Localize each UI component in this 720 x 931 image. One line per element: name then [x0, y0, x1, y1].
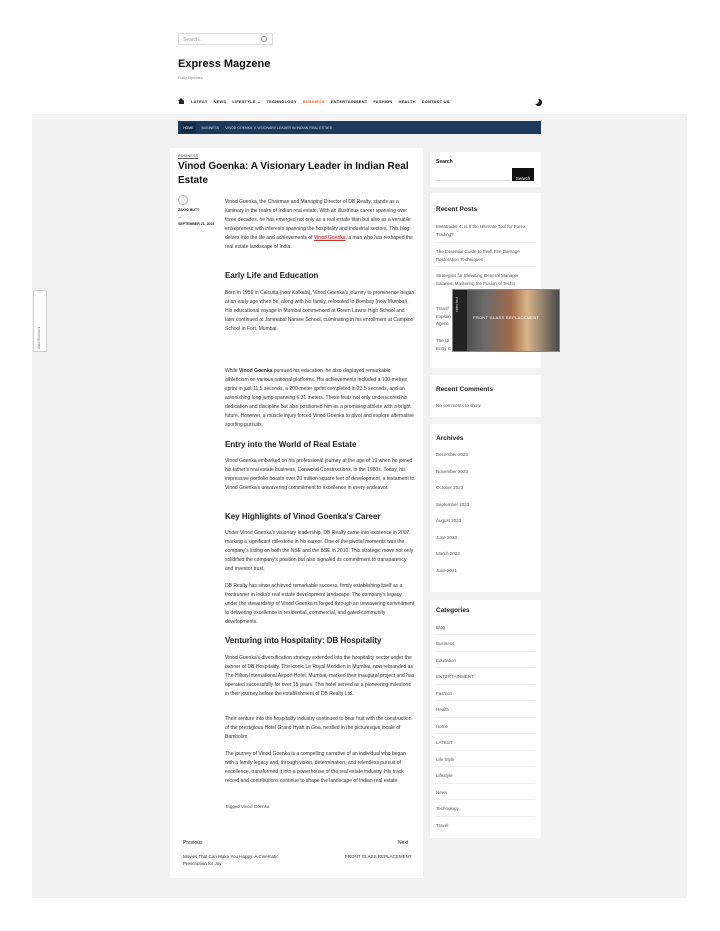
search-placeholder: Search...	[183, 37, 204, 43]
nav-item-lifestyle[interactable]	[232, 99, 260, 104]
category-link[interactable]: LATEST	[436, 740, 453, 745]
post-category-link[interactable]: BUSINESS	[178, 153, 199, 158]
intro-text-before: Vinod Goenka, the Chairman and Managing Director of DB Realty, stands as a luminary in the realm of Indian real estate. With an illustrious career spanning over three decades, he has emerged not only as a real estate titan but also as a versatile entrepreneur with interests spanning the hospitality and industrial sectors. This blog delves into the life and achievements of	[225, 199, 411, 241]
video-thumbnail[interactable]	[452, 289, 560, 352]
breadcrumb-home[interactable]: HOME	[181, 123, 196, 133]
category-link[interactable]: Travel	[436, 823, 449, 828]
paragraph-career-1: Under Vinod Goenka's visionary leadership, DB Realty came into existence in 2007, marking a significant milestone in his career. One of the pivotal moments was the company's listing on both the NSE and the BSE in 2010. This strategic move not only solidified the company's position but also signaled its commitment to transparency and investor trust.	[225, 530, 414, 572]
category-link[interactable]: Health	[436, 707, 450, 712]
divider	[435, 750, 535, 751]
site-tagline: Daily Updates	[178, 75, 203, 80]
divider	[435, 242, 535, 243]
divider	[435, 799, 535, 800]
archive-link[interactable]: June 2021	[436, 568, 458, 573]
previous-post-link[interactable]: Movies That Can Make You Happy: A Cinematic Prescription for Joy	[183, 854, 279, 866]
chevron-down-icon: ⌄	[256, 99, 261, 104]
archives-heading: Archives	[436, 435, 464, 442]
categories-heading: Categories	[436, 607, 470, 614]
nav-item-news[interactable]: NEWS	[213, 99, 227, 104]
divider	[435, 717, 535, 718]
recent-comments-heading: Recent Comments	[436, 386, 494, 393]
paragraph-hospitality-1: Vinod Goenka's diversification strategy extended into the hospitality sector under the banner of DB Hospitality. The iconic Le Royal Meridien in Mumbai, now rebranded as The Hilton International Airport Hotel, Mumbai, marked their inaugural project and has operated successfully for over 15 years. This hotel served as a pioneering milestone in their journey before the establishment of DB Realty Ltd.	[225, 655, 415, 697]
archive-link[interactable]: September 2023	[436, 502, 470, 507]
divider	[435, 816, 535, 817]
divider	[435, 667, 535, 668]
category-link[interactable]: Technology	[436, 806, 459, 811]
sidebar-search-input[interactable]	[435, 170, 510, 181]
intro-paragraph	[225, 198, 415, 252]
divider	[435, 766, 535, 767]
video-side-text: video text	[455, 297, 459, 312]
archive-link[interactable]: August 2023	[436, 518, 462, 523]
next-post-link[interactable]: FRONT GLASS REPLACEMENT	[345, 854, 412, 859]
nav-item-technology[interactable]: TECHNOLOGY	[266, 99, 297, 104]
home-icon[interactable]	[178, 98, 185, 105]
nav-item-fashion[interactable]: FASHION	[373, 99, 393, 104]
breadcrumb	[178, 121, 541, 134]
heading-early-life: Early Life and Education	[225, 271, 319, 280]
search-widget-heading: Search	[436, 159, 453, 165]
archive-link[interactable]: December 2023	[436, 452, 469, 457]
heading-entry: Entry into the World of Real Estate	[225, 440, 357, 449]
divider	[435, 651, 535, 652]
paragraph-hospitality-3: The journey of Vinod Goenka is a compelling narrative of an individual who began with a family legacy and, through vision, determination, and relentless pursuit of excellence, transformed it into a powerhouse of the real estate industry. His track record and contributions continue to shape the landscape of Indian real estate.	[225, 751, 406, 784]
post-author[interactable]: ZAKIO BUTT	[178, 208, 200, 212]
heading-hospitality: Venturing into Hospitality: DB Hospitality	[225, 636, 382, 645]
archive-link[interactable]: November 2023	[436, 469, 469, 474]
recent-post-link[interactable]: Strategies for Elevating General Manager Salaries: Mastering the Fusion of Techn	[436, 273, 519, 286]
paragraph-early-life: Born in 1959 in Calcutta (now Kolkata), Vinod Goenka's journey to prominence began at an early age when he, along with his family, relocated to Bombay (now Mumbai). His educational voyage in Mumbai commenced at Green Lawns High School and later continued at Jamnabai Narsee School, culminating in his enrollment at Campion School in Fort, Mumbai.	[225, 290, 415, 332]
category-link[interactable]: Home	[436, 724, 449, 729]
divider	[435, 684, 535, 685]
category-link[interactable]: Blog	[436, 625, 446, 630]
recent-posts-heading: Recent Posts	[436, 206, 478, 213]
category-link[interactable]: News	[436, 790, 448, 795]
archive-link[interactable]: October 2023	[436, 485, 464, 490]
paragraph-entry: Vinod Goenka embarked on his professional journey at the age of 19 when he joined his father's real estate business, Conwood Constructions, in the 1980s. Today, his impressive portfolio boasts over 20 million square feet of development, a testament to Vinod Goenka's unwavering commitment to excellence in every endeavor.	[225, 458, 415, 491]
next-label: Next	[398, 840, 409, 846]
post-date: SEPTEMBER 21, 2023	[178, 222, 215, 226]
nav-item-health[interactable]: HEALTH	[398, 99, 416, 104]
search-button[interactable]: Search	[512, 168, 534, 181]
search-icon[interactable]	[261, 36, 267, 42]
nav-item-entertainment[interactable]: ENTERTAINMENT	[330, 99, 368, 104]
previous-label: Previous	[183, 840, 203, 846]
breadcrumb-category[interactable]: BUSINESS	[201, 125, 220, 130]
video-label: FRONT GLASS REPLACEMENT	[473, 315, 540, 320]
ad-label: Advertisement	[37, 326, 41, 349]
avatar	[178, 195, 188, 205]
nav-item-latest[interactable]: LATEST	[191, 99, 208, 104]
category-link[interactable]: Life Style	[436, 757, 455, 762]
heading-career: Key Highlights of Vinod Goenka's Career	[225, 512, 381, 521]
recent-post-link[interactable]: The Ul Entry C	[436, 338, 452, 351]
post-title: Vinod Goenka: A Visionary Leader in Indian Real Estate	[178, 161, 409, 186]
recent-post-link[interactable]: Transf Explain Agenc	[436, 306, 451, 326]
site-title[interactable]: Express Magzene	[178, 58, 271, 70]
divider	[435, 266, 535, 267]
recent-post-link[interactable]: The Essential Guide to Swift Fire Damage Restoration Techniques	[436, 249, 520, 262]
vinod-goenka-link[interactable]: Vinod Goenka	[313, 235, 346, 241]
nav-item-lifestyle-label: LIFESTYLE	[232, 99, 256, 104]
paragraph-athlete	[225, 367, 415, 430]
top-bar	[32, 30, 687, 48]
category-link[interactable]: Lifestyle	[436, 773, 453, 778]
nav-item-contact[interactable]: CONTACT US	[421, 99, 450, 104]
recent-post-link[interactable]: Metatrader 4: Is It the Ultimate Tool for Forex Trading?	[436, 224, 526, 237]
post-tags[interactable]: Tagged Vinod Goenka	[225, 804, 270, 809]
divider	[435, 783, 535, 784]
meta-dash: —	[178, 214, 182, 219]
divider	[435, 733, 535, 734]
recent-comments-widget	[430, 375, 541, 417]
divider	[435, 634, 535, 635]
nav-item-business[interactable]: BUSINESS	[302, 99, 325, 104]
category-link[interactable]: Business	[436, 641, 455, 646]
intro-text-after: , a man who has reshaped the real estate landscape of India.	[225, 235, 413, 250]
paragraph-career-2: DB Realty has since achieved remarkable success, firmly establishing itself as a frontrunner in India's real estate development landscape. The company's legacy under the stewardship of Vinod Goenka is forged through an unwavering commitment to delivering excellence in residential, commercial, and gated community developments.	[225, 583, 415, 625]
archive-link[interactable]: June 2023	[436, 535, 458, 540]
athlete-text-before: While	[225, 368, 239, 374]
category-link[interactable]: ENTERTAINMENT	[436, 674, 474, 679]
no-comments-text: No comments to show.	[436, 403, 482, 408]
athlete-bold-name: Vinod Goenka	[238, 368, 273, 374]
category-link[interactable]: Education	[436, 658, 457, 663]
search-input[interactable]	[178, 33, 273, 45]
category-link[interactable]: Fashion	[436, 691, 453, 696]
archive-link[interactable]: March 2023	[436, 551, 460, 556]
breadcrumb-current: VINOD GOENKA: A VISIONARY LEADER IN INDIAN REAL ESTATE	[225, 125, 333, 130]
divider	[435, 700, 535, 701]
paragraph-hospitality-2: Their venture into the hospitality industry continued to bear fruit with the construction of the prestigious Hotel Grand Hyatt in Goa, nestled in the picturesque locale of Bambolim.	[225, 716, 412, 740]
side-ad-box[interactable]	[33, 290, 47, 352]
athlete-text-after: pursued his education, he also displayed remarkable athleticism on various national platforms. His achievements included a 100-metres sprint in just 11.5 seconds, a 200-meter sprint completed in 23.5 seconds, and an astonishing long jump spanning 6.31 meters. These feats not only underscored his dedication and discipline but also positioned him as a promising athlete with a bright future. However, a muscle injury forced Vinod Goenka to pivot and explore alternative sporting pursuits.	[225, 368, 414, 428]
dark-mode-icon[interactable]	[535, 99, 542, 106]
categories-widget	[430, 600, 541, 838]
main-nav	[178, 98, 450, 105]
